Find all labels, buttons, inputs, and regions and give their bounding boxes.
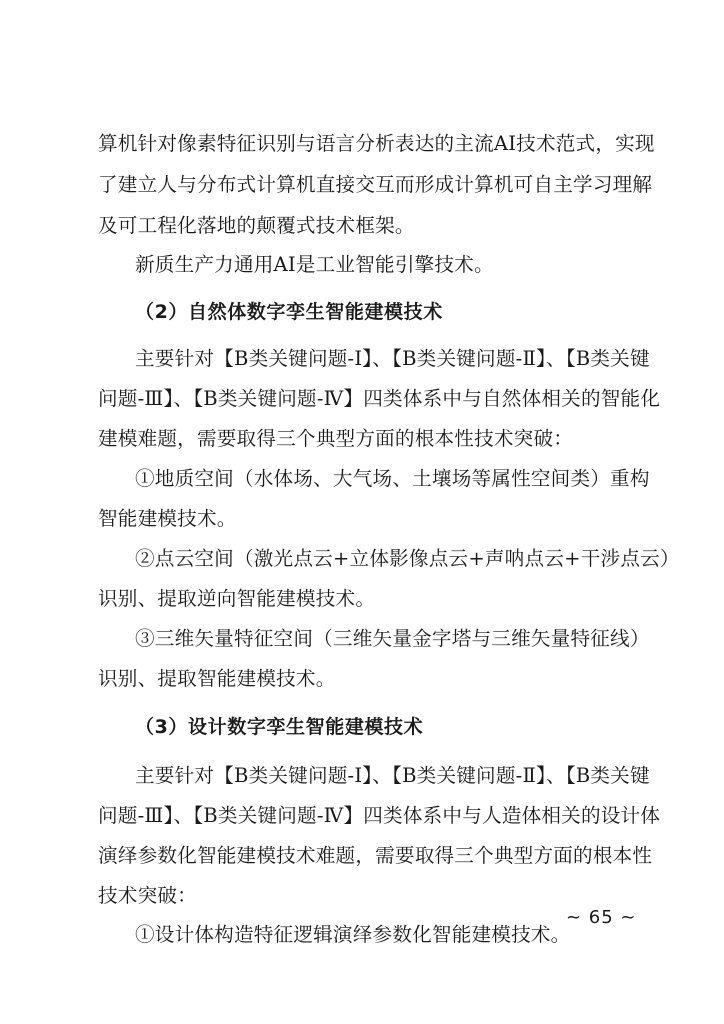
paragraph-line: 建模难题，需要取得三个典型方面的根本性技术突破： (98, 427, 574, 450)
list-item: 识别、提取智能建模技术。 (98, 667, 336, 690)
paragraph-line: 技术突破： (98, 884, 197, 907)
body-line: 及可工程化落地的颠覆式技术框架。 (98, 214, 415, 237)
list-item: ②点云空间（激光点云+立体影像点云+声呐点云+干涉点云） (135, 547, 680, 570)
paragraph-line: 主要针对【B类关键问题-Ⅰ】、【B类关键问题-Ⅱ】、【B类关键 (135, 764, 650, 787)
body-line: 算机针对像素特征识别与语言分析表达的主流AI技术范式，实现 (98, 132, 655, 155)
page-number: ~ 65 ~ (566, 907, 637, 928)
body-line: 新质生产力通用AI是工业智能引擎技术。 (135, 253, 494, 276)
section-heading: （2）自然体数字孪生智能建模技术 (135, 301, 443, 323)
list-item: 智能建模技术。 (98, 507, 237, 530)
list-item: ①设计体构造特征逻辑演绎参数化智能建模技术。 (135, 923, 571, 946)
paragraph-line: 问题-Ⅲ】、【B类关键问题-Ⅳ】四类体系中与人造体相关的设计体 (98, 804, 661, 827)
paragraph-line: 问题-Ⅲ】、【B类关键问题-Ⅳ】四类体系中与自然体相关的智能化 (98, 387, 661, 410)
section-heading: （3）设计数字孪生智能建模技术 (135, 716, 424, 738)
paragraph-line: 演绎参数化智能建模技术难题，需要取得三个典型方面的根本性 (98, 844, 653, 867)
list-item: ①地质空间（水体场、大气场、土壤场等属性空间类）重构 (135, 467, 650, 490)
body-line: 了建立人与分布式计算机直接交互而形成计算机可自主学习理解 (98, 173, 653, 196)
list-item: ③三维矢量特征空间（三维矢量金字塔与三维矢量特征线） (135, 627, 650, 650)
list-item: 识别、提取逆向智能建模技术。 (98, 587, 376, 610)
paragraph-line: 主要针对【B类关键问题-Ⅰ】、【B类关键问题-Ⅱ】、【B类关键 (135, 347, 650, 370)
